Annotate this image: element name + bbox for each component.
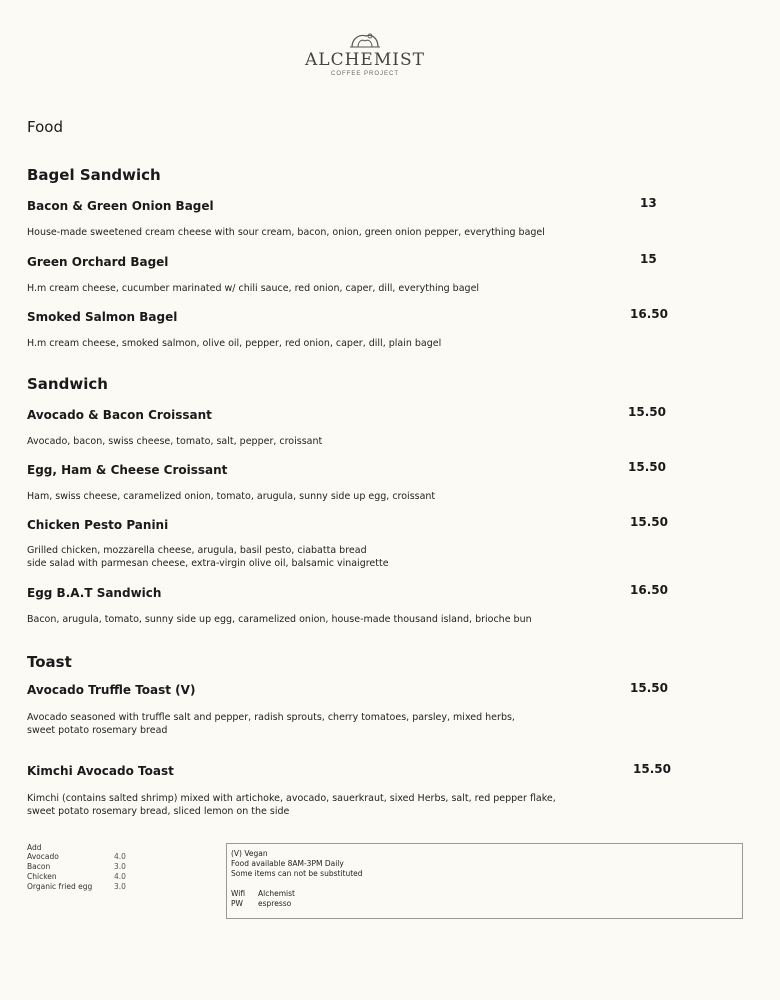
addon-price: 3.0 [114, 882, 126, 891]
addons-list [27, 843, 126, 892]
item-desc-line: H.m cream cheese, cucumber marinated w/ chili sauce, red onion, caper, dill, everything bagel [27, 283, 480, 294]
item-desc [27, 282, 627, 295]
item-desc-line: Ham, swiss cheese, caramelized onion, tomato, arugula, sunny side up egg, croissant [27, 491, 436, 502]
section-title-bagel-sandwich: Bagel Sandwich [27, 166, 161, 184]
logo-subtitle: COFFEE PROJECT [330, 71, 399, 77]
logo-icon [348, 30, 382, 50]
item-name: Avocado & Bacon Croissant [27, 408, 212, 422]
item-name: Avocado Truffle Toast (V) [27, 683, 196, 697]
item-desc [27, 544, 627, 570]
item-desc-line: Avocado seasoned with truffle salt and pepper, radish sprouts, cherry tomatoes, parsley, mixed herbs, [27, 712, 515, 723]
item-desc [27, 613, 627, 626]
item-name: Smoked Salmon Bagel [27, 310, 178, 324]
item-desc-line: sweet potato rosemary bread, sliced lemon on the side [27, 806, 290, 817]
addons-title: Add [27, 843, 42, 852]
page-title: Food [27, 118, 63, 136]
addon-label: Avocado [27, 852, 59, 861]
item-price: 16.50 [630, 307, 668, 321]
logo-title: ALCHEMIST [305, 50, 425, 70]
logo [300, 30, 430, 78]
item-price: 15.50 [630, 515, 668, 529]
item-price: 15.50 [633, 762, 671, 776]
item-name: Green Orchard Bagel [27, 255, 169, 269]
item-desc-line: side salad with parmesan cheese, extra-virgin olive oil, balsamic vinaigrette [27, 558, 389, 569]
addon-label: Chicken [27, 872, 57, 881]
item-desc-line: Grilled chicken, mozzarella cheese, arugula, basil pesto, ciabatta bread [27, 545, 367, 556]
item-desc [27, 435, 627, 448]
item-name: Egg B.A.T Sandwich [27, 586, 162, 600]
item-name: Chicken Pesto Panini [27, 518, 169, 532]
section-title-toast: Toast [27, 653, 72, 671]
item-desc [27, 792, 627, 818]
item-desc [27, 711, 627, 737]
addon-row [27, 862, 126, 872]
wifi-value: Alchemist [258, 889, 295, 898]
wifi-label: Wifi [231, 889, 246, 898]
item-price: 15.50 [628, 460, 666, 474]
item-name: Bacon & Green Onion Bagel [27, 199, 214, 213]
notes-line: Some items can not be substituted [231, 869, 363, 878]
addon-row [27, 882, 126, 892]
addon-label: Bacon [27, 862, 51, 871]
item-desc-line: Avocado, bacon, swiss cheese, tomato, salt, pepper, croissant [27, 436, 323, 447]
addon-label: Organic fried egg [27, 882, 93, 891]
item-price: 16.50 [630, 583, 668, 597]
addon-row [27, 872, 126, 882]
item-desc-line: sweet potato rosemary bread [27, 725, 168, 736]
addon-price: 3.0 [114, 862, 126, 871]
password-value: espresso [258, 899, 292, 908]
addon-price: 4.0 [114, 872, 126, 881]
item-price: 13 [640, 196, 657, 210]
notes-line: Food available 8AM-3PM Daily [231, 859, 344, 868]
item-desc-line: Bacon, arugula, tomato, sunny side up egg, caramelized onion, house-made thousand island, brioche bun [27, 614, 532, 625]
addon-row [27, 852, 126, 862]
item-desc [27, 226, 627, 239]
password-label: PW [231, 899, 243, 908]
password-info [231, 899, 738, 909]
item-name: Egg, Ham & Cheese Croissant [27, 463, 228, 477]
notes-box [226, 843, 743, 919]
item-desc-line: House-made sweetened cream cheese with sour cream, bacon, onion, green onion pepper, everything bagel [27, 227, 545, 238]
wifi-info [231, 889, 738, 899]
section-title-sandwich: Sandwich [27, 375, 108, 393]
notes-line: (V) Vegan [231, 849, 268, 858]
item-desc [27, 337, 627, 350]
item-desc [27, 490, 627, 503]
item-desc-line: Kimchi (contains salted shrimp) mixed with artichoke, avocado, sauerkraut, sixed Herbs, salt, red pepper flake, [27, 793, 556, 804]
item-desc-line: H.m cream cheese, smoked salmon, olive oil, pepper, red onion, caper, dill, plain bagel [27, 338, 442, 349]
item-price: 15.50 [628, 405, 666, 419]
addon-price: 4.0 [114, 852, 126, 861]
item-price: 15.50 [630, 681, 668, 695]
item-name: Kimchi Avocado Toast [27, 764, 174, 778]
item-price: 15 [640, 252, 657, 266]
